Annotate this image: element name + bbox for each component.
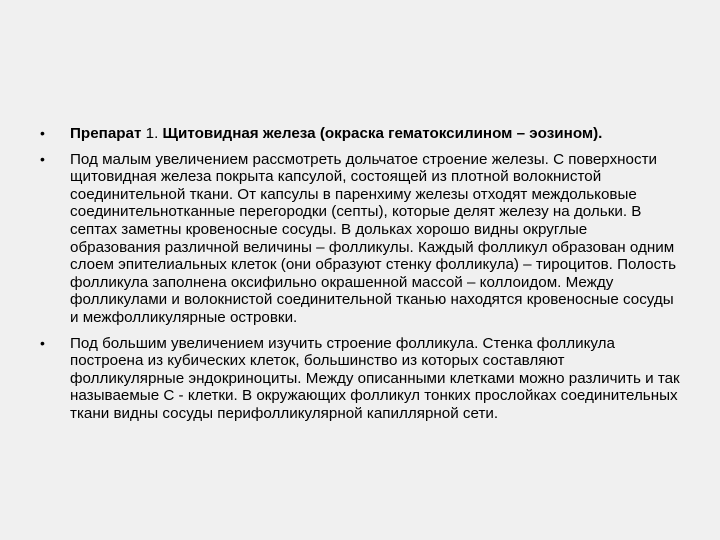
low-magnification-text: Под малым увеличением рассмотреть дольчатое строение железы. С поверхности щитовидная железа покрыта капсулой, состоящей из плотной волокнистой соединительной ткани. От капсулы в паренхиму железы отходят междольковые соединительнотканные перегородки (септы), которые делят железу на дольки. В септах заметны кровеносные сосуды. В дольках хорошо видны округлые образования различной величины – фолликулы. Каждый фолликул образован одним слоем эпителиальных клеток (они образуют стенку фолликула) – тироцитов. Полость фолликула заполнена оксифильно окрашенной массой – коллоидом. Между фолликулами и волокнистой соединительной тканью находятся кровеносные сосуды и межфолликулярные островки. [70,150,677,326]
bullet-icon: • [40,150,45,167]
high-magnification-text: Под большим увеличением изучить строение фолликула. Стенка фолликула построена из кубических клеток, большинство из которых составляют фолликулярные эндокриноциты. Между описанными клетками можно различить и так называемые С - клетки. В окружающих фолликул тонких прослойках соединительных ткани видны сосуды перифолликулярной капиллярной сети. [70,334,680,422]
preparation-title-rest: Щитовидная железа (окраска гематоксилином – эозином). [158,125,603,142]
bullet-item-low-magnification [40,151,680,327]
bullet-item-preparation-title [40,125,680,143]
bullet-icon: • [40,125,45,141]
preparation-title-prefix: Препарат [70,125,146,142]
bullet-icon: • [40,334,45,351]
bullet-list [40,125,680,423]
bullet-item-high-magnification [40,335,680,423]
preparation-number: 1. [145,125,159,142]
